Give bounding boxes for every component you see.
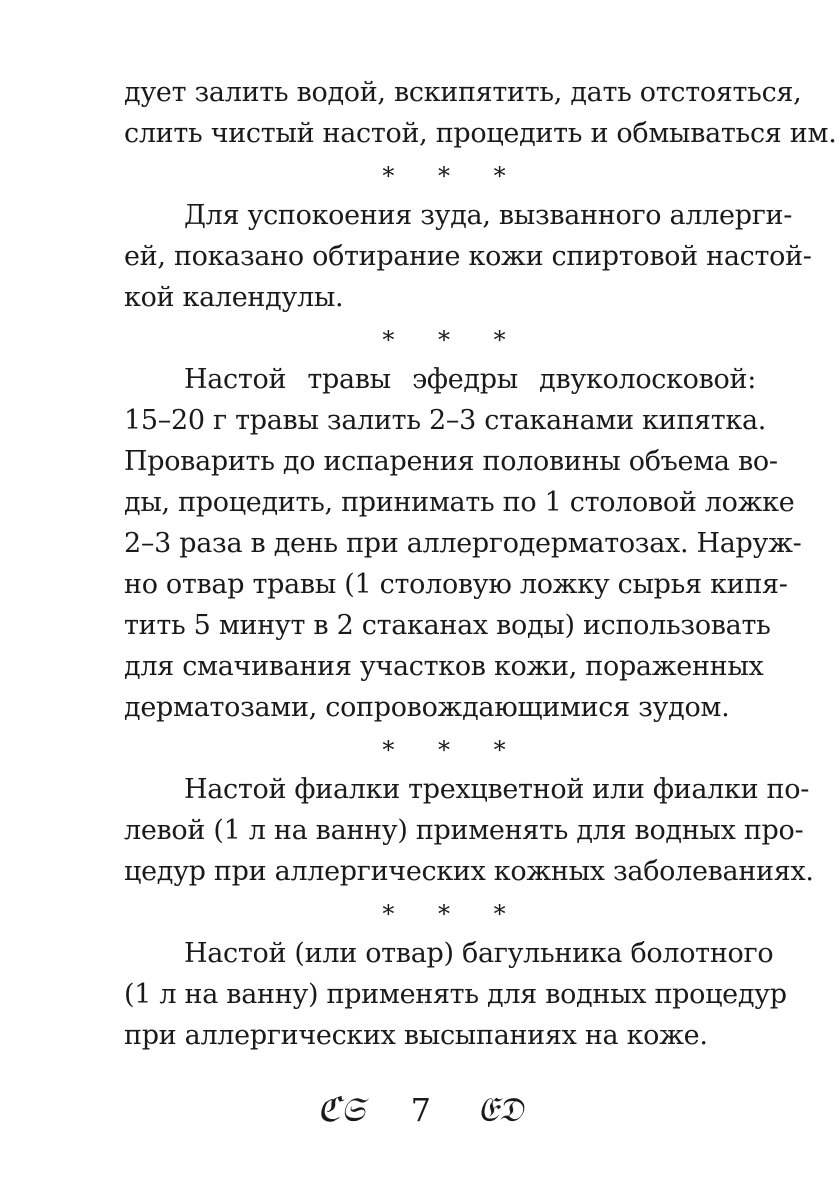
text-line: (1 л на ванну) применять для водных процедур: [124, 979, 787, 1010]
text-line: Для успокоения зуда, вызванного аллерги-: [184, 200, 793, 231]
text-line: 15–20 г травы залить 2–3 стаканами кипятка.: [124, 405, 767, 436]
text-line: тить 5 минут в 2 стаканах воды) использовать: [124, 610, 771, 641]
text-line: дует залить водой, вскипятить, дать отстояться,: [124, 77, 802, 108]
text-line: Настой травы эфедры двуколосковой:: [184, 364, 756, 395]
paragraph: [124, 769, 814, 892]
text-line: но отвар травы (1 столовую ложку сырья кипя-: [124, 569, 788, 600]
text-line: дерматозами, сопровождающимися зудом.: [124, 692, 730, 723]
paragraph: [124, 933, 787, 1056]
page-body: [124, 72, 837, 1056]
paragraph: [124, 195, 812, 318]
page-number: 7: [410, 1090, 432, 1129]
left-ornament-icon: ℭ𝔖: [316, 1089, 365, 1130]
text-line: левой (1 л на ванну) применять для водных про-: [124, 815, 804, 846]
section-separator: * * *: [382, 900, 524, 928]
text-line: ды, процедить, принимать по 1 столовой ложке: [124, 487, 795, 518]
paragraph: [124, 359, 802, 728]
right-ornament-icon: 𝔈𝔇: [477, 1089, 524, 1130]
text-line: для смачивания участков кожи, пораженных: [124, 651, 764, 682]
section-separator: * * *: [382, 326, 524, 354]
text-line: кой календулы.: [124, 282, 344, 313]
text-line: ей, показано обтирание кожи спиртовой настой-: [124, 241, 812, 272]
paragraph: [124, 72, 837, 154]
text-line: 2–3 раза в день при аллергодерматозах. Наруж-: [124, 528, 802, 559]
section-separator: * * *: [382, 736, 524, 764]
text-line: Настой фиалки трехцветной или фиалки по-: [184, 774, 810, 805]
text-line: Проварить до испарения половины объема во-: [124, 446, 778, 477]
text-line: Настой (или отвар) багульника болотного: [184, 938, 774, 969]
text-line: цедур при аллергических кожных заболеваниях.: [124, 856, 814, 887]
text-line: слить чистый настой, процедить и обмываться им.: [124, 118, 837, 149]
section-separator: * * *: [382, 162, 524, 190]
page-footer: [0, 1084, 840, 1130]
text-line: при аллергических высыпаниях на коже.: [124, 1020, 708, 1051]
